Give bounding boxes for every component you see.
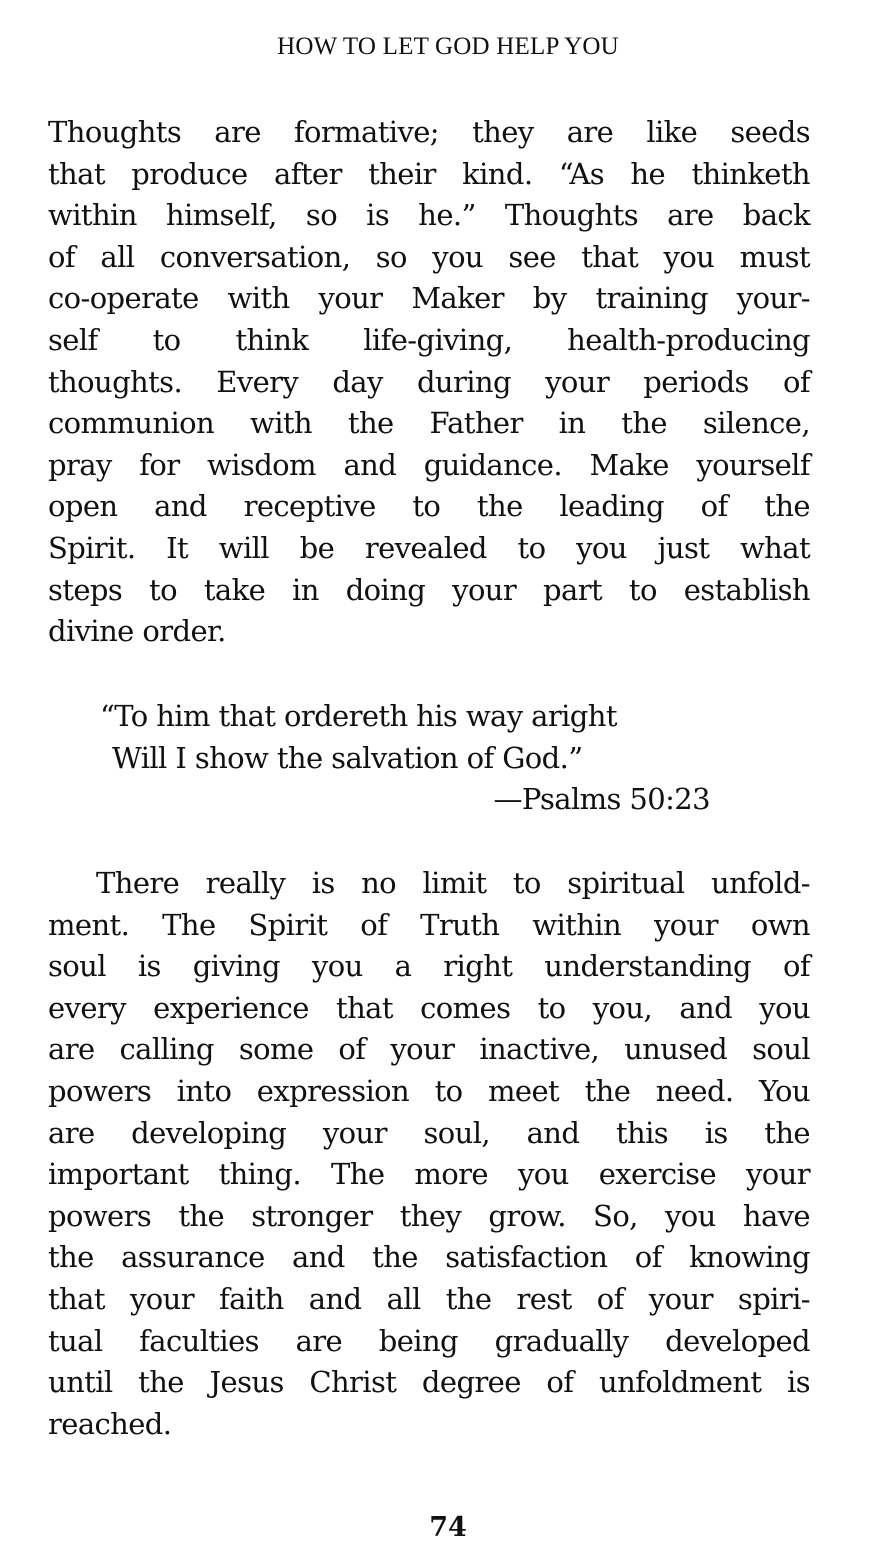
text-line: co-operate with your Maker by training your- — [48, 281, 810, 316]
text-line: that your faith and all the rest of your spiri- — [48, 1281, 810, 1316]
text-line: open and receptive to the leading of the — [48, 489, 810, 524]
scripture-quote — [100, 696, 710, 821]
paragraph-1 — [48, 112, 810, 653]
text-line: steps to take in doing your part to establish — [48, 572, 810, 607]
text-line: within himself, so is he.” Thoughts are back — [48, 198, 810, 233]
text-line: are calling some of your inactive, unused soul — [48, 1032, 810, 1067]
text-line: that produce after their kind. “As he thinketh — [48, 156, 810, 191]
text-line: communion with the Father in the silence, — [48, 406, 810, 441]
quote-line-2: Will I show the salvation of God.” — [112, 740, 583, 775]
text-line: every experience that comes to you, and you — [48, 990, 810, 1025]
text-line: the assurance and the satisfaction of knowing — [48, 1240, 810, 1275]
text-line: powers the stronger they grow. So, you have — [48, 1198, 810, 1233]
page-number: 74 — [429, 1512, 467, 1543]
running-head: HOW TO LET GOD HELP YOU — [277, 33, 619, 60]
text-line: soul is giving you a right understanding of — [48, 949, 810, 984]
text-line: Thoughts are formative; they are like seeds — [48, 115, 810, 149]
text-line: of all conversation, so you see that you must — [48, 239, 810, 274]
text-line: powers into expression to meet the need. You — [48, 1073, 810, 1108]
text-line: important thing. The more you exercise your — [48, 1157, 810, 1192]
quote-citation: —Psalms 50:23 — [493, 782, 710, 817]
text-line: There really is no limit to spiritual unfold- — [96, 866, 810, 900]
text-line: reached. — [48, 1406, 172, 1441]
text-line: tual faculties are being gradually developed — [48, 1323, 810, 1358]
paragraph-2 — [48, 863, 810, 1445]
text-line: are developing your soul, and this is the — [48, 1115, 810, 1150]
text-line: thoughts. Every day during your periods of — [48, 364, 810, 399]
text-line: until the Jesus Christ degree of unfoldment is — [48, 1365, 810, 1400]
text-line: pray for wisdom and guidance. Make yourself — [48, 447, 810, 482]
text-line: divine order. — [48, 614, 226, 649]
text-line: self to think life-giving, health-producing — [48, 322, 810, 357]
text-line: Spirit. It will be revealed to you just what — [48, 530, 810, 565]
quote-line-1: “To him that ordereth his way aright — [100, 699, 617, 733]
text-line: ment. The Spirit of Truth within your own — [48, 907, 810, 942]
